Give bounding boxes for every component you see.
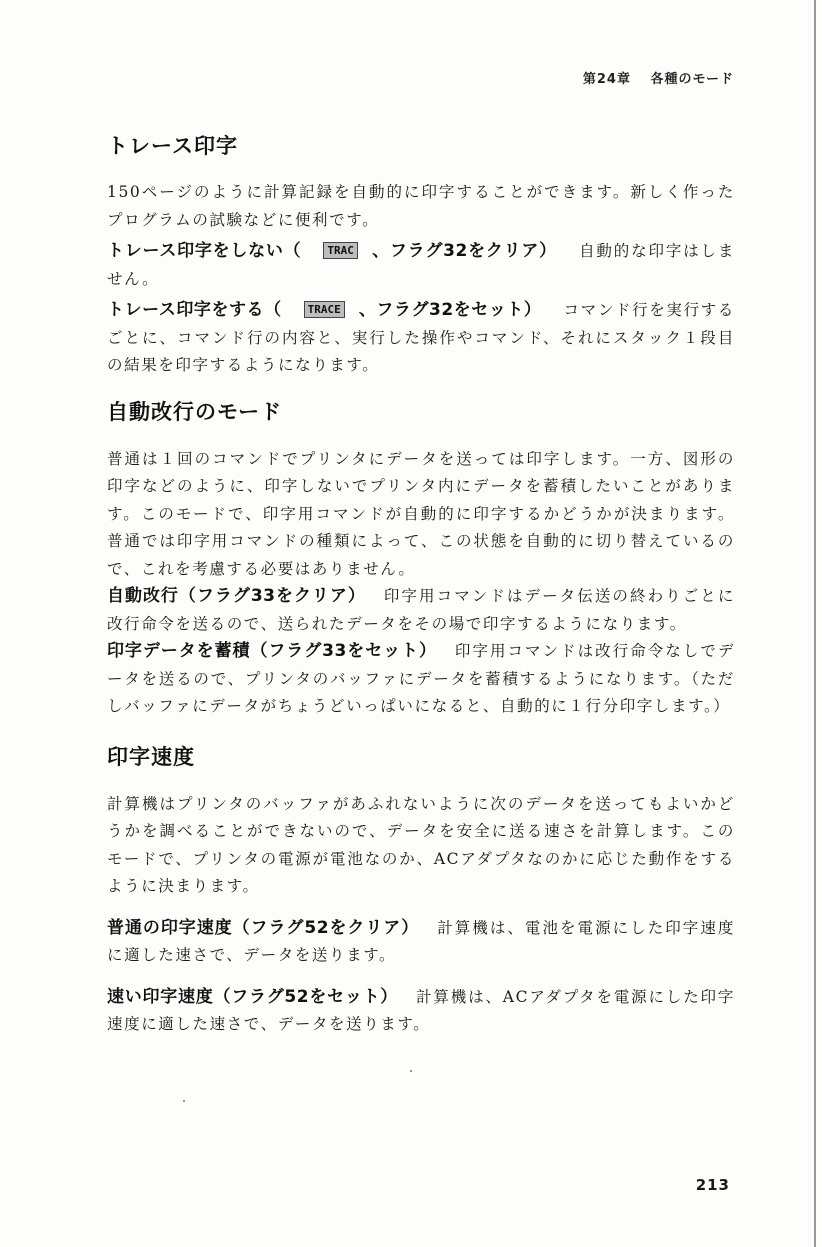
running-header [583, 68, 734, 87]
autolf-auto-text: 印字用コマンドはデータ伝送の終わりごとに改行命令を送るので、送られたデータをその場で印字するようになります。 [107, 587, 735, 633]
trace-on-paragraph [107, 297, 735, 380]
chapter-title: 各種のモード [650, 72, 734, 87]
page-edge-line [814, 0, 816, 1247]
trace-on-lead [107, 300, 541, 320]
trace-off-lead [107, 241, 557, 261]
trace-off-lead-end: 、フラグ32をクリア） [371, 241, 557, 261]
speed-fast-lead: 速い印字速度（フラグ52をセット） [107, 986, 399, 1007]
scan-speck [410, 1070, 412, 1072]
speed-fast-paragraph [107, 984, 735, 1039]
trace-off-paragraph [107, 238, 735, 293]
speed-heading: 印字速度 [107, 744, 195, 769]
autolf-store-lead: 印字データを蓄積（フラグ33をセット） [107, 641, 437, 661]
autolf-intro: 普通は１回のコマンドでプリンタにデータを送っては印字します。一方、図形の印字などのように、印字しないでプリンタ内にデータを蓄積したいことがあります。このモードで、印字用コマンドが自動的に印字するかどうかが決まります。普通では印字用コマンドの種類によって、この状態を自動的に切り替えているので、これを考慮する必要はありません。 [107, 449, 735, 578]
chapter-number: 第24章 [582, 72, 631, 87]
speed-normal-paragraph [107, 915, 735, 970]
trace-heading: トレース印字 [107, 134, 238, 158]
autolf-heading: 自動改行のモード [107, 399, 283, 424]
trace-off-text: 自動的な印字はしません。 [107, 242, 735, 288]
speed-normal-lead: 普通の印字速度（フラグ52をクリア） [107, 917, 420, 938]
scan-speck [183, 1100, 185, 1102]
trace-on-lead-end: 、フラグ32をセット） [358, 300, 542, 320]
page-body [107, 130, 735, 1039]
speed-fast-text: 計算機は、ACアダプタを電源にした印字速度に適した速さで、データを送ります。 [107, 987, 735, 1033]
trace-off-lead-start: トレース印字をしない（ [107, 241, 302, 261]
trace-intro: 150ページのように計算記録を自動的に印字することができます。新しく作ったプログラムの試験などに便利です。 [107, 183, 735, 229]
trace-on-lead-start: トレース印字をする（ [107, 300, 282, 320]
autolf-auto-paragraph [107, 583, 735, 638]
trace-on-text: コマンド行を実行するごとに、コマンド行の内容と、実行した操作やコマンド、それにスタック１段目の結果を印字するようになります。 [107, 301, 735, 374]
speed-normal-text: 計算機は、電池を電源にした印字速度に適した速さで、データを送ります。 [107, 918, 735, 964]
speed-intro: 計算機はプリンタのバッファがあふれないように次のデータを送ってもよいかどうかを調べることができないので、データを安全に送る速さを計算します。このモードで、プリンタの電源が電池なのか、ACアダプタなのかに応じた動作をするように決まります。 [107, 794, 735, 895]
page-number: 213 [695, 1176, 730, 1194]
trace-key-icon: TRACE [304, 301, 345, 318]
autolf-auto-lead: 自動改行（フラグ33をクリア） [107, 586, 366, 606]
autolf-store-paragraph [107, 638, 735, 721]
autolf-store-text: 印字用コマンドは改行命令なしでデータを送るので、プリンタのバッファにデータを蓄積するようになります。（ただしバッファにデータがちょうどいっぱいになると、自動的に１行分印字します。） [107, 642, 735, 715]
trac-key-icon: TRAC [323, 242, 358, 259]
